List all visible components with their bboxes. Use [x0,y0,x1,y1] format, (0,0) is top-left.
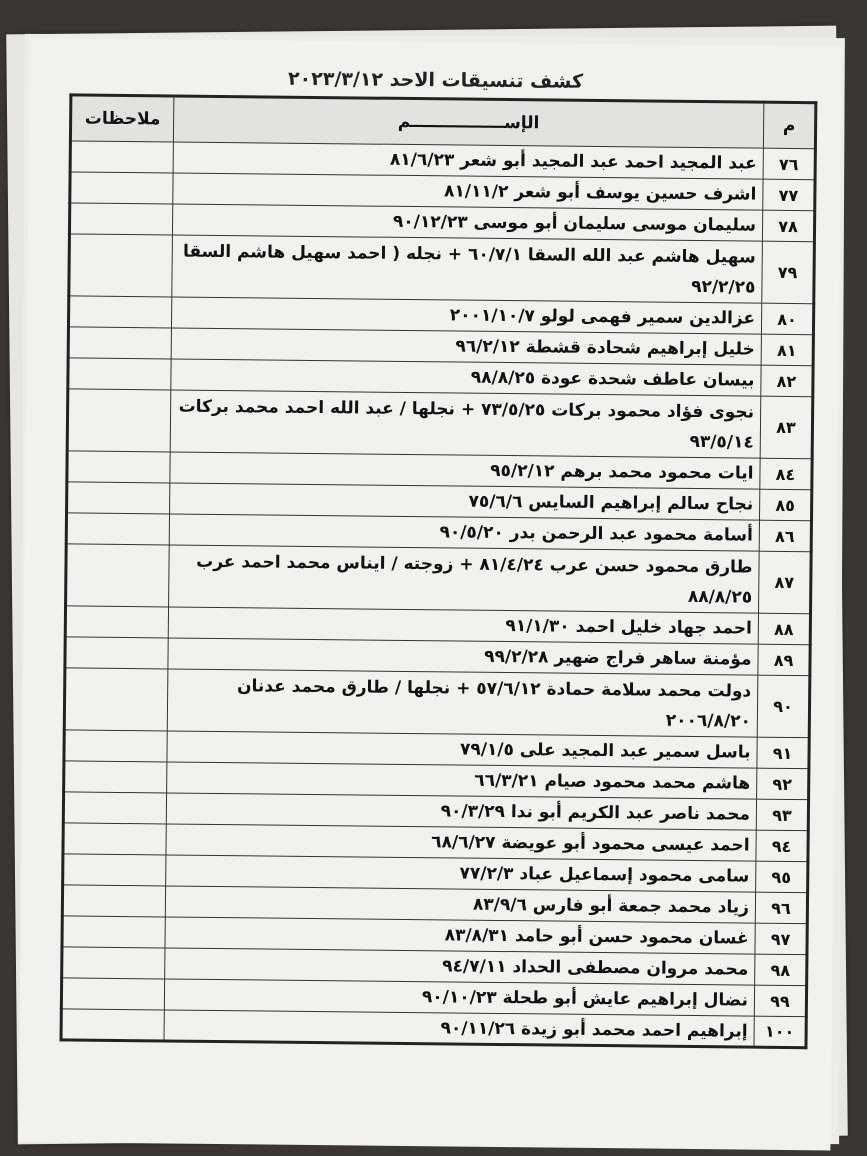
table-header-row [70,95,815,149]
table-row [64,668,810,738]
row-name: خليل إبراهيم شحادة قشطة ٩٦/٢/١٢ [171,328,761,365]
row-notes [63,854,166,886]
row-number: ٩٦ [755,892,807,924]
row-number: ٨٠ [761,303,813,335]
row-number: ١٠٠ [754,1016,806,1048]
row-number: ٨٢ [761,365,813,397]
table-row [61,1009,806,1048]
row-notes [68,327,171,359]
row-notes [61,978,164,1010]
row-notes [66,544,170,607]
row-notes [65,637,168,669]
row-notes [61,1009,164,1041]
row-name: غسان محمود حسن أبو حامد ٨٣/٨/٣١ [165,917,755,954]
row-name: اشرف حسين يوسف أبو شعر ٨١/١١/٢ [173,173,763,210]
row-name: هاشم محمد محمود صيام ٦٦/٣/٢١ [167,762,757,799]
document-title: كشف تنسيقات الاحد ٢٠٢٣/٣/١٢ [287,67,584,93]
row-notes [69,234,173,297]
row-notes [65,606,168,638]
row-notes [67,451,170,483]
row-notes [62,947,165,979]
row-name: نضال إبراهيم عايش أبو طحلة ٩٠/١٠/٢٣ [164,979,754,1016]
row-number: ٨١ [761,334,813,366]
row-name: مؤمنة ساهر فراج ضهير ٩٩/٢/٢٨ [168,638,758,675]
row-notes [63,792,166,824]
row-number: ٧٩ [762,241,815,304]
row-name: بيسان عاطف شحدة عودة ٩٨/٨/٢٥ [171,359,761,396]
row-notes [67,389,171,452]
row-number: ٧٨ [762,210,814,242]
names-table [59,93,817,1049]
row-notes [69,203,172,235]
row-notes [70,172,173,204]
row-name: نجوى فؤاد محمود بركات ٧٣/٥/٢٥ + نجلها / عبد الله احمد محمد بركات ٩٣/٥/١٤ [170,390,761,458]
row-number: ٩٥ [756,861,808,893]
row-notes [64,668,168,731]
row-name: عزالدين سمير فهمى لولو ٢٠٠١/١٠/٧ [171,297,761,334]
row-name: محمد ناصر عبد الكريم أبو ندا ٩٠/٣/٢٩ [166,793,756,830]
row-name: سامى محمود إسماعيل عباد ٧٧/٢/٣ [166,855,756,892]
row-number: ٨٤ [760,458,812,490]
row-name: طارق محمود حسن عرب ٨١/٤/٢٤ + زوجته / ايناس محمد احمد عرب ٨٨/٨/٢٥ [169,545,760,613]
row-number: ٨٨ [758,613,810,645]
row-notes [68,358,171,390]
row-name: محمد مروان مصطفى الحداد ٩٤/٧/١١ [165,948,755,985]
row-notes [64,730,167,762]
row-name: إبراهيم احمد محمد أبو زيدة ٩٠/١١/٢٦ [164,1010,754,1047]
row-number: ٩٣ [756,799,808,831]
table-row [69,234,815,304]
row-notes [62,885,165,917]
header-number: م [763,102,815,149]
row-number: ٨٣ [760,396,813,459]
row-notes [68,296,171,328]
row-number: ٨٦ [759,520,811,552]
row-notes [62,916,165,948]
row-number: ٧٦ [763,148,815,180]
row-number: ٩٨ [755,954,807,986]
row-name: عبد المجيد احمد عبد المجيد أبو شعر ٨١/٦/٢٣ [173,142,763,179]
row-number: ٩٠ [757,675,810,738]
row-name: زياد محمد جمعة أبو فارس ٨٣/٩/٦ [165,886,755,923]
row-number: ٨٥ [759,489,811,521]
header-notes: ملاحظات [70,95,173,142]
row-name: نجاح سالم إبراهيم السايس ٧٥/٦/٦ [170,483,760,520]
row-number: ٨٩ [758,644,810,676]
row-number: ٩٢ [757,768,809,800]
row-number: ٨٧ [759,551,812,614]
row-notes [63,823,166,855]
row-name: احمد عيسى محمود أبو عويضة ٦٨/٦/٢٧ [166,824,756,861]
table-row [66,544,812,614]
row-notes [64,761,167,793]
row-number: ٩٤ [756,830,808,862]
row-name: أسامة محمود عبد الرحمن بدر ٩٠/٥/٢٠ [169,514,759,551]
row-name: احمد جهاد خليل احمد ٩١/١/٣٠ [168,607,758,644]
row-number: ٩١ [757,737,809,769]
document-page [18,38,842,1150]
row-notes [67,482,170,514]
row-number: ٩٧ [755,923,807,955]
row-name: دولت محمد سلامة حمادة ٥٧/٦/١٢ + نجلها / طارق محمد عدنان ٢٠٠٦/٨/٢٠ [167,669,758,737]
row-number: ٩٩ [754,985,806,1017]
row-name: باسل سمير عبد المجيد على ٧٩/١/٥ [167,731,757,768]
table-row [67,389,813,459]
row-notes [70,141,173,173]
row-number: ٧٧ [763,179,815,211]
row-name: سليمان موسى سليمان أبو موسى ٩٠/١٢/٢٣ [172,204,762,241]
row-name: ايات محمود محمد برهم ٩٥/٢/١٢ [170,452,760,489]
row-notes [66,513,169,545]
row-name: سهيل هاشم عبد الله السقا ٦٠/٧/١ + نجله ( احمد سهيل هاشم السقا ٩٢/٢/٢٥ [172,235,763,303]
header-name: الإســــــــــــــــم [173,96,763,148]
